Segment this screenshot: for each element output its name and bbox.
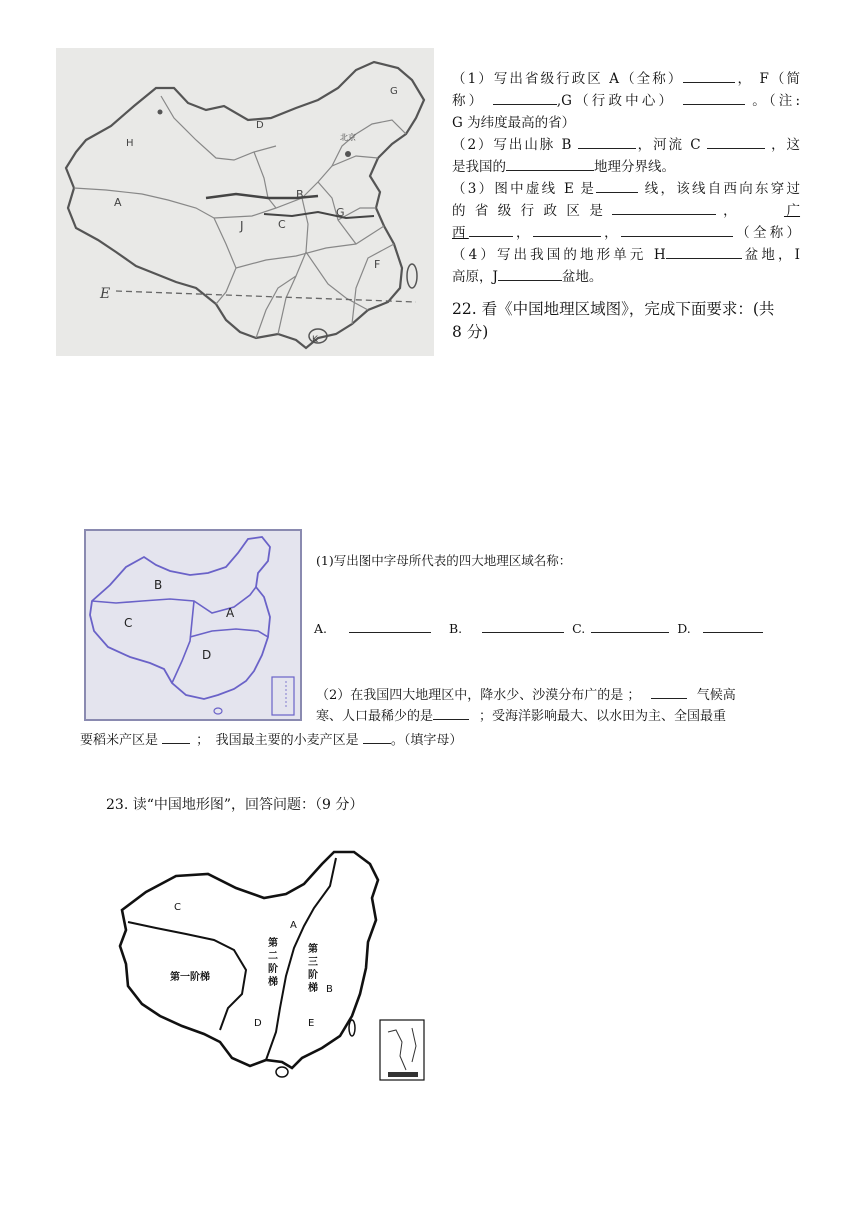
svg-text:三: 三: [308, 957, 318, 968]
answer-blank-region-B[interactable]: [482, 618, 564, 633]
q21-line-10: 高原，J 盆地。: [452, 266, 800, 288]
q21-line-7: 的 省 级 行 政 区 是 ， 广: [452, 200, 800, 222]
label-E: E: [100, 286, 111, 302]
label-step-3: [308, 942, 318, 994]
q22-part1-prompt: (1)写出图中字母所代表的四大地理区域名称：: [316, 553, 572, 568]
label-D: D: [254, 1018, 262, 1029]
label-D: D: [256, 120, 264, 131]
answer-blank-province-2[interactable]: [469, 222, 513, 237]
label-step-1: 第一阶梯: [170, 972, 210, 983]
label-A: A: [290, 920, 297, 931]
svg-text:阶: 阶: [268, 964, 278, 975]
label-F: F: [374, 258, 381, 271]
answer-blank-A[interactable]: [683, 68, 735, 83]
q22-map: [84, 529, 302, 721]
label-A: A: [114, 196, 122, 209]
svg-text:梯: 梯: [308, 983, 318, 994]
answer-blank-wheat[interactable]: [363, 729, 391, 744]
svg-text:阶: 阶: [308, 970, 318, 981]
answer-blank-H[interactable]: [666, 244, 742, 259]
q21-line-2: 称） ,G（行政中心） 。（注:: [452, 90, 800, 112]
answer-blank-dry[interactable]: [651, 684, 687, 699]
label-E: E: [308, 1018, 315, 1029]
label-step-2: [268, 936, 278, 988]
q22-title: 22. 看《中国地理区域图》，完成下面要求：(共 8 分): [452, 300, 775, 341]
q22-part2-line2: 寒、人口最稀少的是 ；受海洋影响最大、以水田为主、全国最重: [316, 705, 726, 727]
answer-blank-region-A[interactable]: [349, 618, 431, 633]
china-province-map: [56, 48, 434, 356]
q21-map: [56, 48, 434, 356]
q22-part2: （2）在我国四大地理区中，降水少、沙漠分布广的是 ； 气候高: [316, 684, 736, 706]
answer-blank-cold[interactable]: [433, 705, 469, 720]
q21-line-9: （4）写出我国的地形单元 H 盆地，I: [452, 244, 800, 266]
answer-blank-boundary[interactable]: [506, 156, 594, 171]
answer-blank-rice[interactable]: [162, 729, 190, 744]
q23-map: [116, 846, 428, 1084]
label-A: A: [226, 606, 235, 620]
label-G: G: [336, 206, 345, 219]
q21-text: [452, 68, 800, 288]
q21-line-1: （1）写出省级行政区 A（全称） ， F（简: [452, 68, 800, 90]
label-B: B: [154, 578, 163, 592]
answer-blank-F[interactable]: [493, 90, 557, 105]
label-G-north: G: [390, 86, 398, 97]
answer-blank-province-1[interactable]: [612, 200, 716, 215]
answer-blank-B[interactable]: [578, 134, 636, 149]
answer-blank-J[interactable]: [498, 266, 562, 281]
svg-text:梯: 梯: [268, 977, 278, 988]
label-K: K: [312, 335, 318, 345]
label-C: C: [124, 616, 133, 630]
q21-line-3: G 为纬度最高的省）: [452, 115, 576, 131]
q21-line-8: 西 ， ， （全称）: [452, 222, 800, 244]
label-J: J: [240, 219, 244, 233]
answer-blank-C[interactable]: [707, 134, 765, 149]
label-beijing: 北京: [340, 133, 356, 142]
answer-blank-province-4[interactable]: [621, 222, 733, 237]
label-C: C: [278, 218, 286, 231]
q21-line-6: （3）图中虚线 E 是 线，该线自西向东穿过: [452, 178, 800, 200]
svg-text:第: 第: [268, 938, 278, 949]
four-regions-map: [86, 531, 300, 719]
q22-part2-line3: 要稻米产区是 ； 我国最主要的小麦产区是 。（填字母）: [80, 729, 462, 751]
svg-text:第: 第: [308, 944, 318, 955]
q23-title: 23. 读“中国地形图”，回答问题：（9 分）: [106, 797, 364, 813]
label-C: C: [174, 902, 181, 913]
q21-line-5: 是我国的 地理分界线。: [452, 156, 800, 178]
answer-blank-province-3[interactable]: [533, 222, 601, 237]
label-B: B: [326, 984, 333, 995]
answer-blank-G[interactable]: [683, 90, 745, 105]
label-B: B: [296, 188, 304, 201]
terrain-steps-map: [116, 846, 428, 1084]
q22-options: A. B. C. D.: [314, 618, 763, 638]
q21-line-4: （2）写出山脉 B ，河流 C ，这: [452, 134, 800, 156]
answer-blank-region-D[interactable]: [703, 618, 763, 633]
label-D: D: [202, 648, 212, 662]
svg-text:二: 二: [268, 951, 278, 962]
label-H: H: [126, 138, 134, 149]
answer-blank-E[interactable]: [596, 178, 638, 193]
answer-blank-region-C[interactable]: [591, 618, 669, 633]
